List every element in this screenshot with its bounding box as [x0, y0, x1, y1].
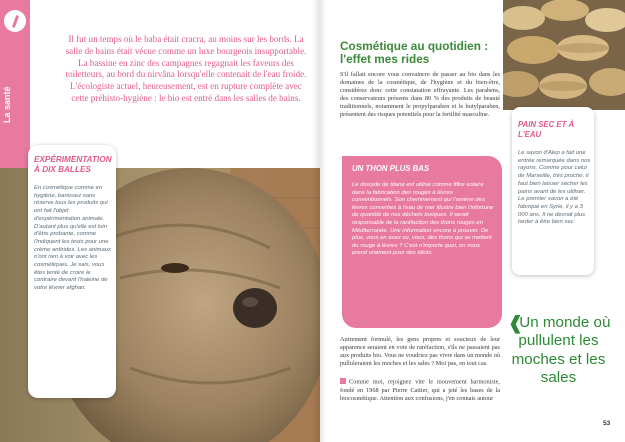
article-paragraph-3-text: Comme moi, rejoignez vite le mouvement harmoniste, fondé en 1968 par Pierre Cattier, qui a jeté les bases de la biocosmétique. Attention aux confusions, j'en connais autour [340, 378, 500, 402]
pain-text: Le savon d'Alep a fait une entrée remarquée dans nos rayons. Comme pour celui de Marseille, très proche, il faut bien laisser sécher les pains avant de les utiliser. Le premier savon a été fabriqué en Syrie, il y a 3 000 ans. Il ne devrait plus tarder à être bien sec. [518, 150, 591, 226]
experimentation-title: EXPÉRIMENTATION À DIX BALLES [34, 155, 112, 174]
slash-logo-icon [4, 10, 26, 32]
cheese-photo [503, 0, 625, 110]
pain-title: PAIN SEC ET À L'EAU [518, 120, 575, 139]
section-label: La santé [2, 86, 12, 124]
pull-quote [500, 314, 617, 388]
bullet-square-icon [340, 378, 346, 384]
thon-text: Le dioxyde de titane est utilisé comme filtre solaire dans la fabrication des rouges à lèvres conventionnels. Son cheminement qui l'amène des lèvres converties à l'eau de mer illustre bien l'infortune de quantité de nos déchets toxiques. Il serait responsable de la raréfaction des thons rouges en Méditerranée. Une information encore à prouver. De plus, vous en avez vu, vous, des thons qui se mettent du rouge à lèvres ? C'est n'importe quoi, on nous prend vraiment pour des idiots. [352, 182, 494, 257]
article-paragraph-2: Autrement formulé, les gens propres et soucieux de leur apparence seraient en voie de raréfaction, s'ils ne passaient pas aux produits bio. Vous ne voudriez pas vivre dans un monde où pulluleraient les moches et les sales ? Moi pas, en tout cas. [340, 336, 500, 367]
page-number: 53 [603, 420, 611, 427]
article-paragraph-3 [340, 378, 500, 403]
pull-quote-text: Un monde où pullulent les moches et les sales [511, 314, 611, 387]
experimentation-text: En cosmétique comme en hygiène, banissez sans réserve tous les produits qui ont fait l'objet d'expérimentation animale. D'autant plus qu'elle est loin d'être probante, comme l'indiquent les tests pour une crème antirides. Les animaux n'ont rien à voir avec les cosmétiques. Je sais, vous êtes tenté de croire le contraire devant l'haleine de votre lévrier afghan. [34, 185, 111, 292]
article-paragraph-1: S'il fallait encore vous convaincre de passer au bio dans les domaines de la cosmétique, de l'hygiène et du bien-être, considérez donc cette constatation effrayante. Les parabens, des conservateurs présents dans 80 % des produits de beauté traditionnels, notamment le propylparaben et le butylparaben, présentent des risques potentiels pour la fertilité masculine. [340, 71, 500, 118]
thon-title: UN THON PLUS BAS [352, 164, 430, 173]
quote-mark-icon: ❰ [508, 313, 524, 333]
page-gutter [312, 0, 326, 442]
article-title: Cosmétique au quotidien : l'effet mes rides [340, 39, 489, 66]
intro-paragraph: Il fut un temps où le baba était cracra, au moins sur les bords. La salle de bains était vécue comme un luxe bourgeois insupportable. La bassine en zinc des campagnes regagnait les faveurs des toiletteurs, au bord du nirvâna lorsqu'elle contenait de l'eau froide. L'écologiste actuel, heureusement, est en rupture complète avec cette préhisto-hygiène : le bio est entré dans les salles de bains. [65, 34, 307, 103]
